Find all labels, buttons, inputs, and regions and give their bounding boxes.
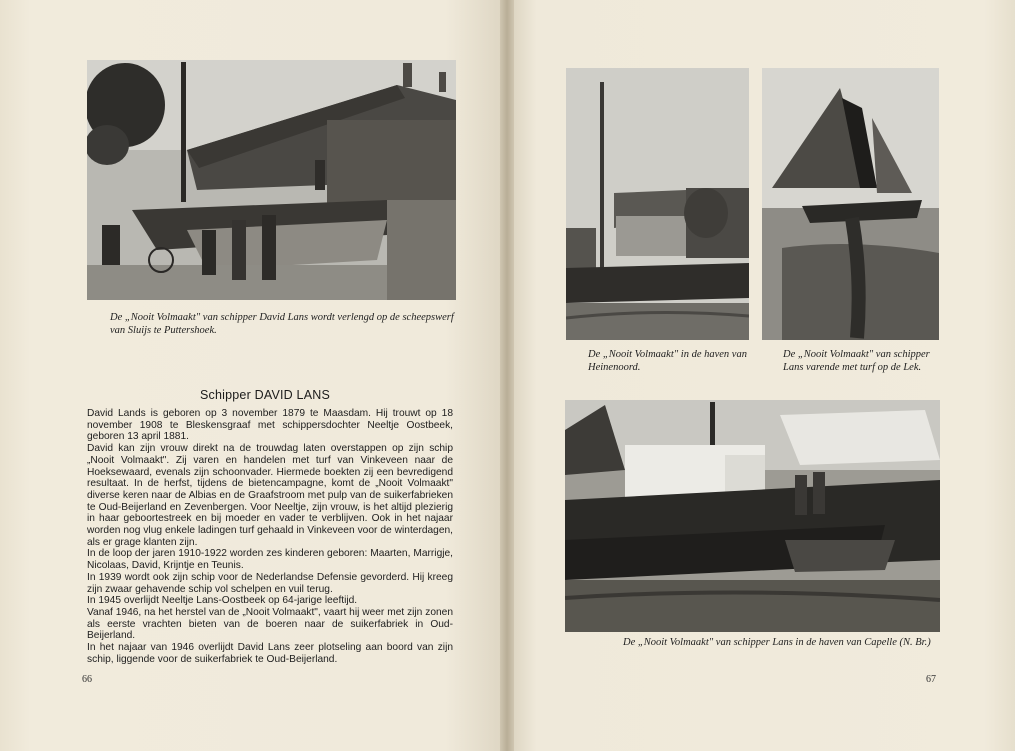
left-page	[0, 0, 506, 751]
book-gutter	[500, 0, 514, 751]
page-number-right: 67	[926, 674, 936, 685]
shipyard-photo	[87, 60, 456, 300]
paragraph: David Lands is geboren op 3 november 1879 te Maasdam. Hij trouwt op 18 november 1908 te Bleskensgraaf met schippersdochter Neeltje Oostbeek, geboren 13 april 1881.	[87, 408, 453, 443]
sailing-lek-caption: De „Nooit Volmaakt" van schipper Lans varende met turf op de Lek.	[783, 349, 930, 373]
paragraph: In de loop der jaren 1910-1922 worden zes kinderen geboren: Maarten, Marrigje, Nicolaas, David, Krijntje en Teunis.	[87, 548, 453, 572]
paragraph: In het najaar van 1946 overlijdt David Lans zeer plotseling aan boord van zijn schip, liggende voor de suikerfabriek te Oud-Beijerland.	[87, 642, 453, 665]
paragraph: In 1945 overlijdt Neeltje Lans-Oostbeek op 64-jarige leeftijd.	[87, 595, 358, 607]
harbour-capelle-photo	[565, 400, 940, 632]
paragraph: In 1939 wordt ook zijn schip voor de Nederlandse Defensie gevorderd. Hij kreeg zijn zwaar gehavende schip vol schelpen en vuil terug.	[87, 571, 453, 595]
right-page	[506, 0, 1015, 751]
harbour-heinenoord-photo	[566, 68, 749, 340]
page-number-left: 66	[82, 674, 92, 685]
article-body	[87, 408, 453, 665]
shipyard-photo-caption: De „Nooit Volmaakt" van schipper David Lans wordt verlengd op de scheepswerf van Sluijs te Puttershoek.	[110, 312, 454, 336]
paragraph: Vanaf 1946, na het herstel van de „Nooit Volmaakt", vaart hij weer met zijn zonen als eerste vrachten bieten van de boeren naar de suikerfabriek in Oud-Beijerland.	[87, 606, 453, 642]
paragraph: David kan zijn vrouw direkt na de trouwdag laten overstappen op zijn schip „Nooit Volmaakt". Zij varen en handelen met turf van Vinkeveen naar de Hoeksewaard, evenals zijn schoonvader. Hiermede boekten zij een bevredigend resultaat. In de herfst, tijdens de bietencampagne, komt de „Nooit Volmaakt" diverse keren naar de Albias en de Graafstroom met pulp van de suikerfabrieken te Oud-Beijerland en Zevenbergen. Voor Neeltje, zijn vrouw, is het altijd plezierig in haar geboortestreek en bij moeder en vader te verblijven. Ook in het najaar worden nog vlug enkele ladingen turf gehaald in Vinkeveen voor de winterdagen, als er grage klanten zijn.	[87, 443, 453, 548]
sailing-lek-photo	[762, 68, 939, 340]
harbour-capelle-caption: De „Nooit Volmaakt" van schipper Lans in de haven van Capelle (N. Br.)	[623, 637, 931, 648]
harbour-heinenoord-caption: De „Nooit Volmaakt" in de haven van Heinenoord.	[588, 349, 747, 373]
article-heading: Schipper DAVID LANS	[200, 388, 331, 402]
